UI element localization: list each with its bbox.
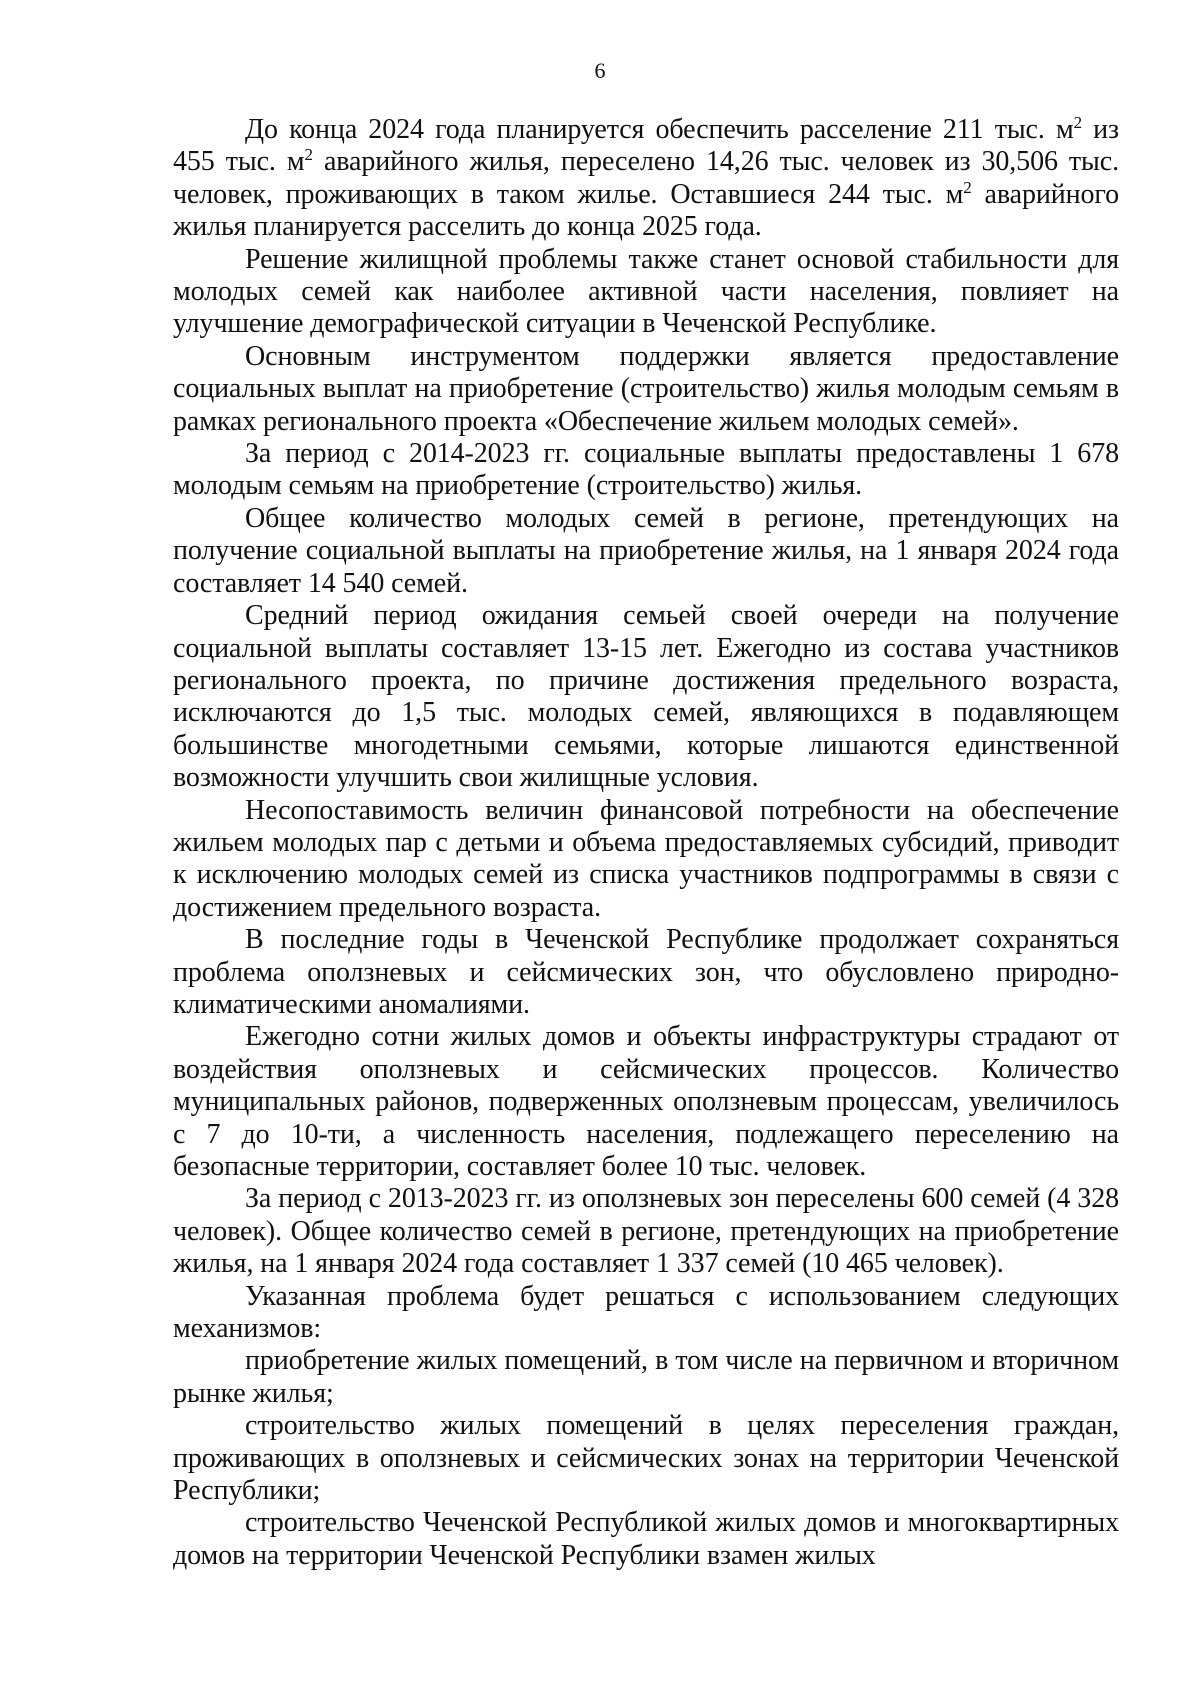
paragraph-text: из 455 тыс. м	[173, 114, 1119, 178]
paragraph-text: аварийного жилья планируется расселить до конца 2025 года.	[173, 178, 1119, 243]
paragraph-text: До конца 2024 года планируется обеспечить расселение 211 тыс. м	[245, 114, 1074, 145]
superscript: 2	[963, 177, 972, 197]
paragraph-resettlement-plan	[173, 114, 1119, 244]
page-number: 6	[594, 58, 606, 83]
list-item: строительство жилых помещений в целях переселения граждан, проживающих в оползневых и сейсмических зонах на территории Чеченской Республики;	[173, 1410, 1119, 1507]
paragraph: В последние годы в Чеченской Республике продолжает сохраняться проблема оползневых и сейсмических зон, что обусловлено природно-климатическими аномалиями.	[173, 924, 1119, 1020]
paragraph: Указанная проблема будет решаться с использованием следующих механизмов:	[173, 1280, 1119, 1345]
paragraph: За период с 2014-2023 гг. социальные выплаты предоставлены 1 678 молодым семьям на приобретение (строительство) жилья.	[173, 438, 1119, 502]
superscript: 2	[304, 145, 313, 165]
superscript: 2	[1073, 113, 1082, 132]
paragraph: Основным инструментом поддержки является предоставление социальных выплат на приобретение (строительство) жилья молодым семьям в рамках регионального проекта «Обеспечение жильем молодых семей».	[173, 340, 1119, 437]
paragraph-text: аварийного жилья, переселено 14,26 тыс. человек из 30,506 тыс. человек, проживающих в таком жилье. Оставшиеся 244 тыс. м	[173, 146, 1119, 210]
paragraph: Средний период ожидания семьей своей очереди на получение социальной выплаты составляет 13-15 лет. Ежегодно из состава участников регионального проекта, по причине достижения предельного возраста, исключаются до 1,5 тыс. молодых семей, являющихся в подавляющем большинстве многодетными семьями, которые лишаются единственной возможности улучшить свои жилищные условия.	[173, 600, 1119, 794]
list-item: строительство Чеченской Республикой жилых домов и многоквартирных домов на территории Чеченской Республики взамен жилых	[173, 1507, 1119, 1571]
paragraph: Несопоставимость величин финансовой потребности на обеспечение жильем молодых пар с детьми и объема предоставляемых субсидий, приводит к исключению молодых семей из списка участников подпрограммы в связи с достижением предельного возраста.	[173, 794, 1119, 923]
list-item: приобретение жилых помещений, в том числе на первичном и вторичном рынке жилья;	[173, 1345, 1119, 1409]
paragraph: Ежегодно сотни жилых домов и объекты инфраструктуры страдают от воздействия оползневых и сейсмических процессов. Количество муниципальных районов, подверженных оползневым процессам, увеличилось с 7 до 10-ти, а численность населения, подлежащего переселению на безопасные территории, составляет более 10 тыс. человек.	[173, 1021, 1119, 1182]
paragraph: За период с 2013-2023 гг. из оползневых зон переселены 600 семей (4 328 человек). Общее количество семей в регионе, претендующих на приобретение жилья, на 1 января 2024 года составляет 1 337 семей (10 465 человек).	[173, 1183, 1119, 1280]
paragraph: Решение жилищной проблемы также станет основой стабильности для молодых семей как наиболее активной части населения, повлияет на улучшение демографической ситуации в Чеченской Республике.	[173, 243, 1119, 340]
paragraph: Общее количество молодых семей в регионе, претендующих на получение социальной выплаты на приобретение жилья, на 1 января 2024 года составляет 14 540 семей.	[173, 502, 1119, 599]
document-body	[173, 114, 1119, 1572]
